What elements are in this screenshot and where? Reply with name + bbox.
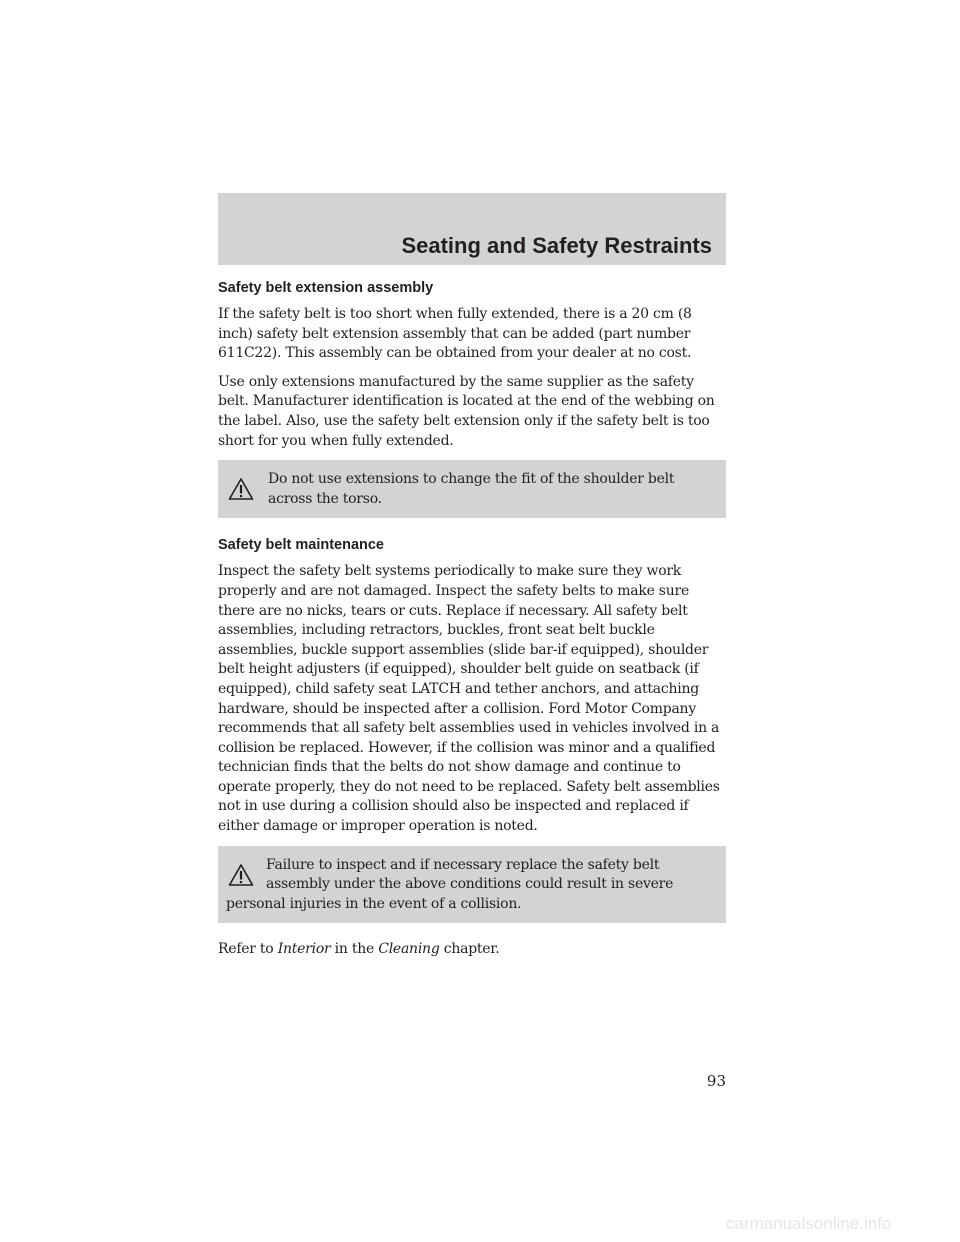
footer-watermark[interactable]: carmanualsonline.info xyxy=(726,1214,892,1233)
paragraph-maintenance-1: Inspect the safety belt systems periodically to make sure they work properly and are not damaged. Inspect the safety belts to make sure there are no nicks, tears or cuts. Replace if necessary. All safety belt assemblies, including retractors, buckles, front seat belt buckle assemblies, buckle support assemblies (slide bar-if equipped), shoulder belt height adjusters (if equipped), shoulder belt guide on seatback (if equipped), child safety seat LATCH and tether anchors, and attaching hardware, should be inspected after a collision. Ford Motor Company recommends that all safety belt assemblies used in vehicles involved in a collision be replaced. However, if the collision was minor and a qualified technician finds that the belts do not show damage and continue to operate properly, they do not need to be replaced. Safety belt assemblies not in use during a collision should also be inspected and replaced if either damage or improper operation is noted. xyxy=(218,563,720,835)
paragraph-extension-1: If the safety belt is too short when fully extended, there is a 20 cm (8 inch) safety belt extension assembly that can be added (part number 611C22). This assembly can be obtained from your dealer at no cost. xyxy=(218,306,692,362)
chapter-title: Seating and Safety Restraints xyxy=(401,233,712,258)
refer-middle: in the xyxy=(334,941,375,958)
refer-link-cleaning: Cleaning xyxy=(378,941,440,958)
section-heading-extension: Safety belt extension assembly xyxy=(218,280,434,296)
refer-link-interior: Interior xyxy=(277,941,331,958)
page-number: 93 xyxy=(706,1072,726,1090)
refer-prefix: Refer to xyxy=(218,941,274,958)
refer-line xyxy=(218,940,726,960)
warning-box-maintenance xyxy=(218,846,726,924)
chapter-header-band xyxy=(218,193,726,265)
warning-text-extension: Do not use extensions to change the fit of the shoulder belt across the torso. xyxy=(268,471,675,507)
warning-triangle-icon xyxy=(228,863,254,887)
warning-text-maintenance: Failure to inspect and if necessary replace the safety belt assembly under the above conditions could result in severe personal injuries in the event of a collision. xyxy=(226,856,674,912)
refer-suffix: chapter. xyxy=(443,941,500,958)
warning-box-extension xyxy=(218,460,726,518)
paragraph-extension-2: Use only extensions manufactured by the same supplier as the safety belt. Manufacturer identification is located at the end of the webbing on the label. Also, use the safety belt extension only if the safety belt is too short for you when fully extended. xyxy=(218,373,715,449)
page-content xyxy=(218,278,726,969)
section-heading-maintenance: Safety belt maintenance xyxy=(218,537,384,554)
warning-triangle-icon xyxy=(228,477,254,501)
